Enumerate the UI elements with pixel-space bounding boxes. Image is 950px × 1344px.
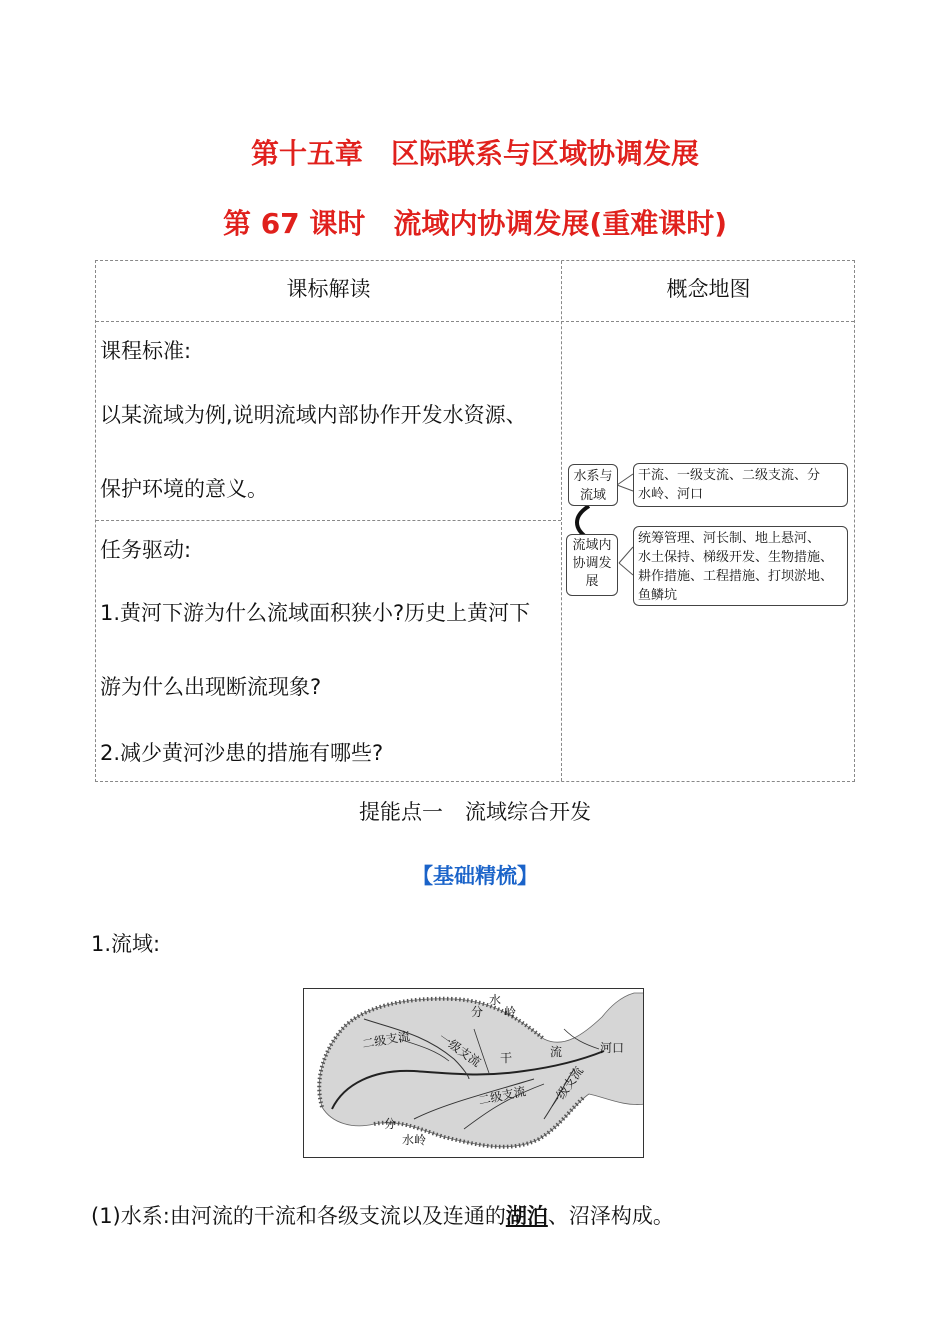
node1-line1: 水系与 — [573, 469, 613, 484]
detail1-line2: 水岭、河口 — [638, 487, 704, 502]
header-standard: 课标解读 — [286, 277, 371, 301]
curriculum-table — [95, 260, 855, 782]
chapter-label: 第十五章 — [250, 137, 363, 170]
label-main-1: 干 — [500, 1051, 513, 1065]
concept-node-water-system — [568, 464, 618, 506]
item-1-1-prefix: (1)水系:由河流的干流和各级支流以及连通的 — [91, 1204, 506, 1228]
section-text: 流域综合开发 — [465, 800, 591, 824]
label-river-mouth: 河口 — [600, 1041, 625, 1055]
detail2-line3: 耕作措施、工程措施、打坝淤地、 — [638, 569, 834, 584]
item-1-1-suffix: 、沼泽构成。 — [547, 1204, 674, 1228]
label-divide-bottom-2: 水岭 — [402, 1133, 427, 1147]
label-divide-top-1: 分 — [471, 1005, 484, 1019]
detail1-line1: 干流、一级支流、二级支流、分 — [638, 468, 821, 483]
lesson-label: 第 67 课时 — [222, 207, 366, 240]
item-1-1 — [91, 1200, 674, 1230]
tasks-heading: 任务驱动: — [100, 538, 192, 562]
label-primary-tributary-left: 一级支流 — [436, 1030, 484, 1070]
label-secondary-tributary-top: 二级支流 — [361, 1028, 411, 1052]
node2-line3: 展 — [585, 574, 599, 589]
lesson-text: 流域内协调发展(重难课时) — [393, 207, 728, 240]
river-basin-map — [303, 988, 644, 1158]
header-concept-map: 概念地图 — [666, 277, 751, 301]
item-1-1-answer: 湖泊 — [505, 1204, 548, 1228]
concept-detail-coordinated-development — [633, 526, 848, 606]
task-q1-line2: 游为什么出现断流现象? — [100, 675, 322, 699]
label-secondary-tributary-bottom: 二级支流 — [477, 1084, 528, 1108]
section-title — [0, 796, 950, 826]
detail2-line2: 水土保持、梯级开发、生物措施、 — [638, 550, 834, 565]
standard-line2: 保护环境的意义。 — [100, 477, 268, 501]
label-divide-top-2: 水 — [489, 993, 502, 1007]
section-label: 提能点一 — [359, 800, 443, 824]
chapter-title — [0, 132, 950, 172]
lesson-title — [0, 202, 950, 242]
node2-line2: 协调发 — [572, 556, 612, 571]
label-main-2: 流 — [550, 1045, 563, 1059]
concept-detail-water-system — [633, 463, 848, 507]
node2-line1: 流域内 — [572, 538, 612, 553]
basic-heading: 【基础精梳】 — [412, 864, 538, 888]
label-divide-bottom-1: 分 — [384, 1117, 397, 1131]
concept-node-coordinated-development — [566, 534, 618, 596]
detail2-line1: 统筹管理、河长制、地上悬河、 — [638, 531, 821, 546]
label-primary-tributary-right: 一级支流 — [546, 1064, 586, 1112]
task-q2: 2.减少黄河沙患的措施有哪些? — [100, 741, 384, 765]
label-divide-top-3: 岭 — [504, 1005, 517, 1019]
item-1: 1.流域: — [91, 932, 161, 956]
standard-line1: 以某流域为例,说明流域内部协作开发水资源、 — [100, 403, 527, 427]
node1-line2: 流域 — [579, 488, 606, 503]
detail2-line4: 鱼鳞坑 — [638, 588, 678, 603]
task-q1-line1: 1.黄河下游为什么流域面积狭小?历史上黄河下 — [100, 601, 531, 625]
concept-map-connectors — [561, 261, 856, 783]
standard-heading: 课程标准: — [100, 339, 192, 363]
chapter-text: 区际联系与区域协调发展 — [391, 137, 700, 170]
